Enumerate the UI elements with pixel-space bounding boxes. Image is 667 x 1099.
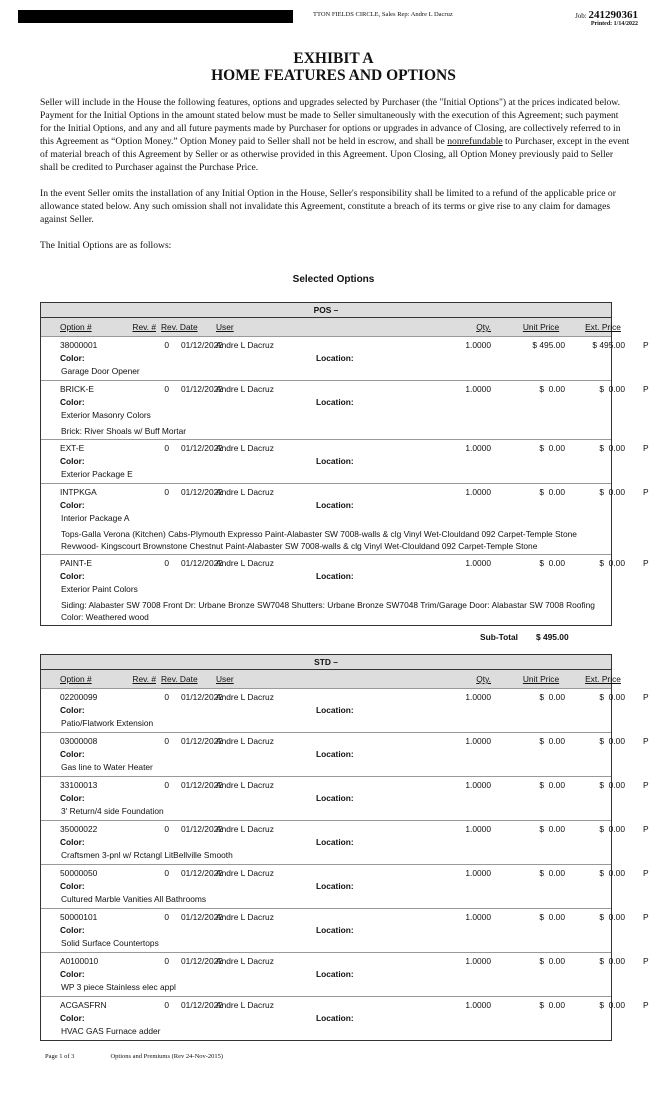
row-main-line [41, 383, 649, 396]
color-label: Color: [60, 571, 85, 581]
row-main-line [41, 999, 649, 1012]
job-label: Job: [575, 12, 587, 20]
location-label: Location: [316, 500, 354, 510]
rev-date: 01/12/2022 [181, 780, 223, 790]
document-body [0, 50, 667, 1060]
status-flag: P [643, 956, 649, 966]
col-user: User [216, 322, 234, 332]
unit-price: $ 0.00 [539, 912, 565, 922]
col-ext-price: Ext. Price [585, 322, 621, 332]
option-row [41, 865, 649, 909]
section-title: STD – [41, 655, 611, 670]
rev-number: 0 [164, 1000, 169, 1010]
unit-price: $ 0.00 [539, 956, 565, 966]
status-flag: P [643, 824, 649, 834]
ext-price: $ 495.00 [592, 340, 625, 350]
option-note: Brick: River Shoals w/ Buff Mortar [61, 426, 187, 436]
user: Andre L Dacruz [216, 558, 274, 568]
row-label-line [41, 1012, 611, 1025]
row-label-line [41, 396, 611, 409]
printed-date [548, 21, 638, 27]
option-number: 35000022 [60, 824, 98, 834]
unit-price: $ 0.00 [539, 868, 565, 878]
option-row [41, 733, 649, 777]
rev-number: 0 [164, 487, 169, 497]
rev-date: 01/12/2022 [181, 824, 223, 834]
option-number: 38000001 [60, 340, 98, 350]
row-label-line [41, 880, 611, 893]
color-label: Color: [60, 500, 85, 510]
row-main-line [41, 735, 649, 748]
col-unit-price: Unit Price [522, 674, 560, 684]
rev-number: 0 [164, 443, 169, 453]
row-main-line [41, 442, 649, 455]
col-option: Option # [60, 674, 92, 684]
status-flag: P [643, 736, 649, 746]
rev-date: 01/12/2022 [181, 384, 223, 394]
row-main-line [41, 691, 649, 704]
selected-options-title: Selected Options [292, 274, 375, 285]
ext-price: $ 0.00 [599, 692, 625, 702]
color-label: Color: [60, 793, 85, 803]
rev-date: 01/12/2022 [181, 1000, 223, 1010]
option-row [41, 953, 649, 997]
status-flag: P [643, 384, 649, 394]
status-flag: P [643, 558, 649, 568]
row-main-line [41, 486, 649, 499]
rev-number: 0 [164, 868, 169, 878]
rev-number: 0 [164, 558, 169, 568]
option-row [41, 381, 649, 440]
title-line-2: HOME FEATURES AND OPTIONS [211, 67, 456, 84]
color-label: Color: [60, 353, 85, 363]
location-label: Location: [316, 749, 354, 759]
user: Andre L Dacruz [216, 443, 274, 453]
status-flag: P [643, 780, 649, 790]
option-row [41, 440, 649, 484]
unit-price: $ 0.00 [539, 558, 565, 568]
color-label: Color: [60, 837, 85, 847]
ext-price: $ 0.00 [599, 868, 625, 878]
job-number: 241290361 [588, 9, 638, 21]
column-headers [41, 318, 621, 337]
quantity: 1.0000 [465, 558, 491, 568]
row-main-line [41, 867, 649, 880]
unit-price: $ 0.00 [539, 384, 565, 394]
status-flag: P [643, 912, 649, 922]
printed-value: 1/14/2022 [613, 21, 638, 27]
option-number: 33100013 [60, 780, 98, 790]
col-user: User [216, 674, 234, 684]
quantity: 1.0000 [465, 824, 491, 834]
intro-text-b: to Purchaser, except in the event of material breach of this Agreement by Seller or as otherwise provided in this Agreement. Upon Closing, all Option Money previously paid to Seller shall be credited to Purchaser against the Purchase Price. [40, 136, 630, 173]
location-label: Location: [316, 925, 354, 935]
option-row [41, 484, 649, 555]
quantity: 1.0000 [465, 692, 491, 702]
location-label: Location: [316, 397, 354, 407]
rev-date: 01/12/2022 [181, 487, 223, 497]
rev-date: 01/12/2022 [181, 736, 223, 746]
option-row [41, 777, 649, 821]
quantity: 1.0000 [465, 868, 491, 878]
option-description: Craftsmen 3-pnl w/ Rctangl LitBellville Smooth [61, 850, 233, 860]
rev-date: 01/12/2022 [181, 558, 223, 568]
row-main-line [41, 911, 649, 924]
unit-price: $ 0.00 [539, 780, 565, 790]
option-description: WP 3 piece Stainless elec appl [61, 982, 176, 992]
option-number: A0100010 [60, 956, 99, 966]
option-description: Cultured Marble Vanities All Bathrooms [61, 894, 207, 904]
option-description: Solid Surface Countertops [61, 938, 159, 948]
quantity: 1.0000 [465, 443, 491, 453]
rev-date: 01/12/2022 [181, 692, 223, 702]
user: Andre L Dacruz [216, 868, 274, 878]
pos-options-table [40, 302, 649, 626]
title-line-1: EXHIBIT A [293, 50, 374, 67]
status-flag: P [643, 868, 649, 878]
address-salesrep: TTON FIELDS CIRCLE, Sales Rep: Andre L Dacruz [313, 11, 453, 18]
page-number: Page 1 of 3 [45, 1053, 75, 1060]
unit-price: $ 0.00 [539, 692, 565, 702]
color-label: Color: [60, 1013, 85, 1023]
row-main-line [41, 557, 649, 570]
ext-price: $ 0.00 [599, 956, 625, 966]
location-label: Location: [316, 837, 354, 847]
pos-subtotal [480, 630, 667, 644]
status-flag: P [643, 1000, 649, 1010]
status-flag: P [643, 487, 649, 497]
option-note: Siding: Alabaster SW 7008 Front Dr: Urbane Bronze SW7048 Shutters: Urbane Bronze SW7048 Trim/Garage Door: Alabastar SW 7008 Roofing Color: Weathered wood [61, 600, 595, 622]
section-title: POS – [41, 303, 611, 318]
row-main-line [41, 955, 649, 968]
col-ext-price: Ext. Price [585, 674, 621, 684]
option-row [41, 555, 649, 625]
row-main-line [41, 339, 649, 352]
options-intro: The Initial Options are as follows: [40, 240, 172, 251]
color-label: Color: [60, 749, 85, 759]
page-title [0, 50, 667, 84]
subtotal-value: $ 495.00 [536, 632, 569, 642]
location-label: Location: [316, 456, 354, 466]
intro-paragraph [40, 96, 630, 174]
ext-price: $ 0.00 [599, 780, 625, 790]
option-number: 50000101 [60, 912, 98, 922]
option-description: 3' Return/4 side Foundation [61, 806, 164, 816]
option-number: INTPKGA [60, 487, 97, 497]
rev-date: 01/12/2022 [181, 912, 223, 922]
ext-price: $ 0.00 [599, 1000, 625, 1010]
option-row [41, 689, 649, 733]
option-description: HVAC GAS Furnace adder [61, 1026, 161, 1036]
status-flag: P [643, 692, 649, 702]
option-description: Exterior Masonry Colors [61, 410, 151, 420]
col-qty: Qty. [476, 674, 491, 684]
location-label: Location: [316, 705, 354, 715]
option-number: 50000050 [60, 868, 98, 878]
col-rev-date: Rev. Date [161, 322, 198, 332]
option-number: 03000008 [60, 736, 98, 746]
location-label: Location: [316, 969, 354, 979]
status-flag: P [643, 340, 649, 350]
quantity: 1.0000 [465, 912, 491, 922]
ext-price: $ 0.00 [599, 487, 625, 497]
user: Andre L Dacruz [216, 736, 274, 746]
location-label: Location: [316, 353, 354, 363]
unit-price: $ 0.00 [539, 487, 565, 497]
column-headers [41, 670, 621, 689]
quantity: 1.0000 [465, 780, 491, 790]
location-label: Location: [316, 793, 354, 803]
option-number: ACGASFRN [60, 1000, 107, 1010]
row-label-line [41, 352, 611, 365]
quantity: 1.0000 [465, 736, 491, 746]
user: Andre L Dacruz [216, 340, 274, 350]
user: Andre L Dacruz [216, 487, 274, 497]
subtotal-label: Sub-Total [480, 632, 518, 642]
quantity: 1.0000 [465, 384, 491, 394]
row-label-line [41, 499, 611, 512]
row-label-line [41, 924, 611, 937]
user: Andre L Dacruz [216, 692, 274, 702]
ext-price: $ 0.00 [599, 736, 625, 746]
omission-paragraph: In the event Seller omits the installation of any Initial Option in the House, Seller's responsibility shall be limited to a refund of the applicable price or allowance stated below. Any such omission shall not invalidate this Agreement, constitute a breach of its terms or give rise to any claim for damages against Seller. [40, 188, 616, 225]
ext-price: $ 0.00 [599, 912, 625, 922]
col-rev: Rev. # [132, 674, 156, 684]
row-label-line [41, 836, 611, 849]
rev-number: 0 [164, 736, 169, 746]
rev-date: 01/12/2022 [181, 340, 223, 350]
quantity: 1.0000 [465, 340, 491, 350]
row-label-line [41, 748, 611, 761]
quantity: 1.0000 [465, 956, 491, 966]
user: Andre L Dacruz [216, 956, 274, 966]
color-label: Color: [60, 925, 85, 935]
printed-label: Printed: [590, 21, 613, 27]
col-rev-date: Rev. Date [161, 674, 198, 684]
option-number: PAINT-E [60, 558, 92, 568]
option-description: Interior Package A [61, 513, 130, 523]
color-label: Color: [60, 456, 85, 466]
rev-date: 01/12/2022 [181, 956, 223, 966]
option-description: Gas line to Water Heater [61, 762, 153, 772]
row-main-line [41, 823, 649, 836]
rev-date: 01/12/2022 [181, 443, 223, 453]
ext-price: $ 0.00 [599, 443, 625, 453]
rev-number: 0 [164, 384, 169, 394]
quantity: 1.0000 [465, 1000, 491, 1010]
location-label: Location: [316, 571, 354, 581]
nonrefundable-term: nonrefundable [447, 136, 503, 147]
form-revision: Options and Premiums (Rev 24-Nov-2015) [110, 1053, 224, 1060]
row-label-line [41, 570, 611, 583]
unit-price: $ 495.00 [532, 340, 565, 350]
rev-date: 01/12/2022 [181, 868, 223, 878]
row-label-line [41, 792, 611, 805]
ext-price: $ 0.00 [599, 558, 625, 568]
job-info [548, 9, 638, 27]
option-number: 02200099 [60, 692, 98, 702]
option-description: Garage Door Opener [61, 366, 140, 376]
rev-number: 0 [164, 780, 169, 790]
col-qty: Qty. [476, 322, 491, 332]
option-row [41, 997, 649, 1040]
unit-price: $ 0.00 [539, 1000, 565, 1010]
option-description: Patio/Flatwork Extension [61, 718, 154, 728]
location-label: Location: [316, 881, 354, 891]
color-label: Color: [60, 881, 85, 891]
color-label: Color: [60, 397, 85, 407]
col-rev: Rev. # [132, 322, 156, 332]
user: Andre L Dacruz [216, 1000, 274, 1010]
user: Andre L Dacruz [216, 824, 274, 834]
redacted-name-bar [18, 10, 293, 23]
user: Andre L Dacruz [216, 384, 274, 394]
status-flag: P [643, 443, 649, 453]
rev-number: 0 [164, 912, 169, 922]
std-options-table [40, 654, 649, 1041]
col-option: Option # [60, 322, 92, 332]
page-footer [45, 1053, 667, 1060]
user: Andre L Dacruz [216, 912, 274, 922]
color-label: Color: [60, 705, 85, 715]
option-description: Exterior Package E [61, 469, 133, 479]
option-number: EXT-E [60, 443, 85, 453]
row-label-line [41, 968, 611, 981]
unit-price: $ 0.00 [539, 736, 565, 746]
col-unit-price: Unit Price [522, 322, 560, 332]
ext-price: $ 0.00 [599, 824, 625, 834]
option-note: Tops-Galla Verona (Kitchen) Cabs-Plymouth Expresso Paint-Alabaster SW 7008-walls & clg Vinyl Wet-Clouldand 092 Carpet-Temple Stone Revwood- Kingscourt Brownstone Chestnut Paint-Alabaster SW 7008-walls & clg Vinyl Wet-Clouldand 092 Carpet-Temple Stone [61, 529, 577, 551]
ext-price: $ 0.00 [599, 384, 625, 394]
user: Andre L Dacruz [216, 780, 274, 790]
option-row [41, 821, 649, 865]
rev-number: 0 [164, 340, 169, 350]
row-label-line [41, 704, 611, 717]
location-label: Location: [316, 1013, 354, 1023]
row-main-line [41, 779, 649, 792]
unit-price: $ 0.00 [539, 824, 565, 834]
rev-number: 0 [164, 956, 169, 966]
option-row [41, 337, 649, 381]
rev-number: 0 [164, 692, 169, 702]
intro-text-a: Seller will include in the House the following features, options and upgrades selected by Purchaser (the "Initial Options") at the prices indicated below. Payment for the Initial Options in the amount stated below must be made to Seller simultaneously with the execution of this Agreement; such payment for the Initial Options, and any and all future payments made by Purchaser for options or upgrades in advance of Closing, are collectively referred to in this Agreement as “Option Money.” Option Money paid to Seller shall not be held in escrow, and shall be [40, 97, 621, 147]
color-label: Color: [60, 969, 85, 979]
row-label-line [41, 455, 611, 468]
unit-price: $ 0.00 [539, 443, 565, 453]
quantity: 1.0000 [465, 487, 491, 497]
option-description: Exterior Paint Colors [61, 584, 138, 594]
option-row [41, 909, 649, 953]
rev-number: 0 [164, 824, 169, 834]
option-number: BRICK-E [60, 384, 94, 394]
